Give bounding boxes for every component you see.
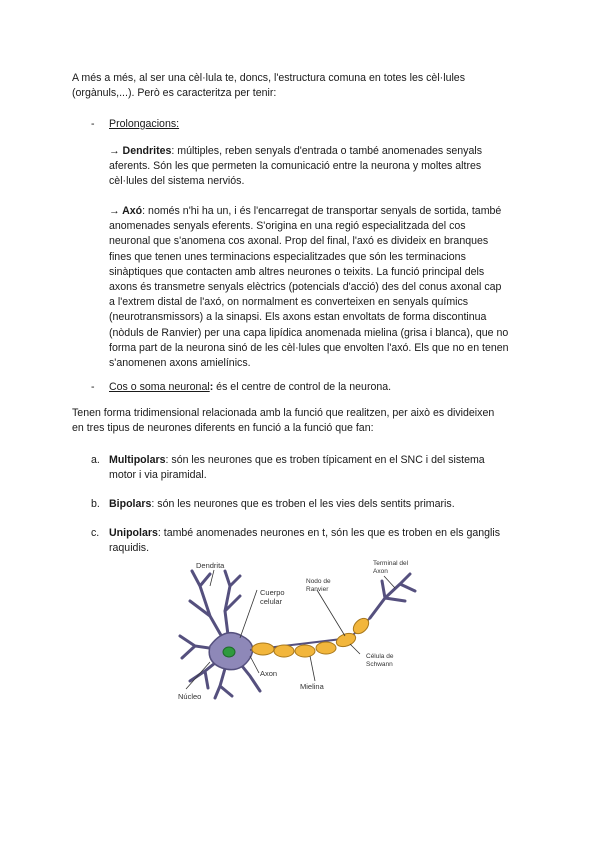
list-label: a.	[91, 454, 100, 466]
dendrites-line-2: aferents. Són les que permeten la comunicació entre la neurona y moltes altres	[109, 160, 482, 173]
label-schwann: Schwann	[366, 661, 393, 668]
axo-line: axons és transmetre senyals elèctrics (potencials d'acció) des del conus axonal cap	[109, 281, 502, 294]
type-term: Multipolars	[109, 454, 166, 466]
intro-line-2: (orgànuls,...). Però es caracteritza per tenir:	[72, 87, 277, 100]
soma-paragraph	[109, 380, 391, 395]
bullet-dash: -	[91, 381, 95, 393]
axo-line: : només n'hi ha un, i és l'encarregat de transportar senyals de sortida, també	[142, 205, 502, 217]
label-dendrita: Dendrita	[196, 561, 225, 570]
type-term: Unipolars	[109, 527, 158, 539]
types-intro-line-1: Tenen forma tridimensional relacionada amb la funció que realitzen, per això es divideixen	[72, 407, 495, 419]
label-nucleo: Núcleo	[178, 692, 202, 701]
type-line-2: raquidis.	[109, 542, 150, 555]
type-rest: : són les neurones que es troben el les vies dels sentits primaris.	[151, 498, 455, 510]
neuron-diagram	[170, 556, 420, 704]
axo-line: forma part de la neurona sinó de les cèl·lules que envolten l'axó. Els que no en tenen	[109, 341, 509, 354]
bullet-dash: -	[91, 118, 95, 130]
dendrites-paragraph	[109, 144, 549, 190]
axo-line: (neurotransmissors) a la sinapsi. Els axons estan envoltats de forma discontinua	[109, 311, 487, 324]
axo-line: a l'extrem distal de l'axó, on normalment es converteixen en senyals químics	[109, 296, 469, 309]
axo-line: s'anomenen axons amielínics.	[109, 357, 251, 370]
axo-term: → Axó	[109, 205, 143, 217]
type-unipolars	[109, 526, 539, 556]
type-term: Bipolars	[109, 498, 152, 510]
axo-line: neuronal que s'anomena cos axonal. Prop del final, l'axó es divideix en branques	[109, 235, 489, 248]
label-terminal-axon: Axon	[373, 568, 388, 575]
label-celula: Célula de	[366, 653, 394, 660]
soma-colon: :	[209, 381, 214, 393]
intro-paragraph	[72, 71, 528, 101]
types-intro-paragraph	[72, 406, 528, 436]
dendrite-branches	[180, 571, 260, 698]
axo-line: anomenades senyals eferents. S'origina en una regió especialitzada del cos	[109, 220, 466, 233]
soma-term: Cos o soma neuronal	[109, 381, 210, 393]
label-celular: celular	[260, 597, 283, 606]
type-multipolars	[109, 453, 539, 483]
type-bipolars	[109, 497, 539, 512]
soma-rest: és el centre de control de la neurona.	[213, 381, 392, 393]
label-ranvier: Ranvier	[306, 586, 329, 593]
axo-paragraph	[109, 204, 549, 371]
list-label: b.	[91, 498, 100, 510]
label-nodo: Nodo de	[306, 578, 331, 585]
axo-line: (nòduls de Ranvier) per una capa lipídica anomenada mielina (grisa i blanca), que no	[109, 326, 509, 339]
types-intro-line-2: en tres tipus de neurones diferents en funció a la funció que fan:	[72, 422, 374, 435]
dendrites-line-1: : múltiples, reben senyals d'entrada o també anomenades senyals	[171, 145, 483, 157]
list-label: c.	[91, 527, 100, 539]
axo-line: fines que tenen unes terminacions especialitzades que són les terminacions	[109, 250, 466, 263]
label-terminal: Terminal del	[373, 560, 409, 567]
intro-line-1: A més a més, al ser una cèl·lula te, doncs, l'estructura comuna en totes les cèl·lules	[72, 72, 465, 84]
nucleus	[223, 647, 235, 657]
type-line-2: motor i via piramidal.	[109, 469, 207, 482]
myelin-sheaths	[252, 615, 372, 657]
prolongacions-heading: Prolongacions:	[109, 118, 180, 130]
axon-terminal	[370, 574, 415, 618]
label-mielina: Mielina	[300, 682, 324, 691]
dendrites-line-3: cèl·lules del sistema nerviós.	[109, 175, 245, 188]
label-cuerpo: Cuerpo	[260, 588, 285, 597]
type-rest: : són les neurones que es troben típicament en el SNC i del sistema	[165, 454, 485, 466]
dendrites-term: → Dendrites	[109, 145, 172, 157]
type-rest: : també anomenades neurones en t, són les que es troben en els ganglis	[157, 527, 501, 539]
label-axon: Axon	[260, 669, 278, 678]
axo-line: sinàptiques que contacten amb altres neurones o teixits. La funció principal dels	[109, 265, 485, 278]
